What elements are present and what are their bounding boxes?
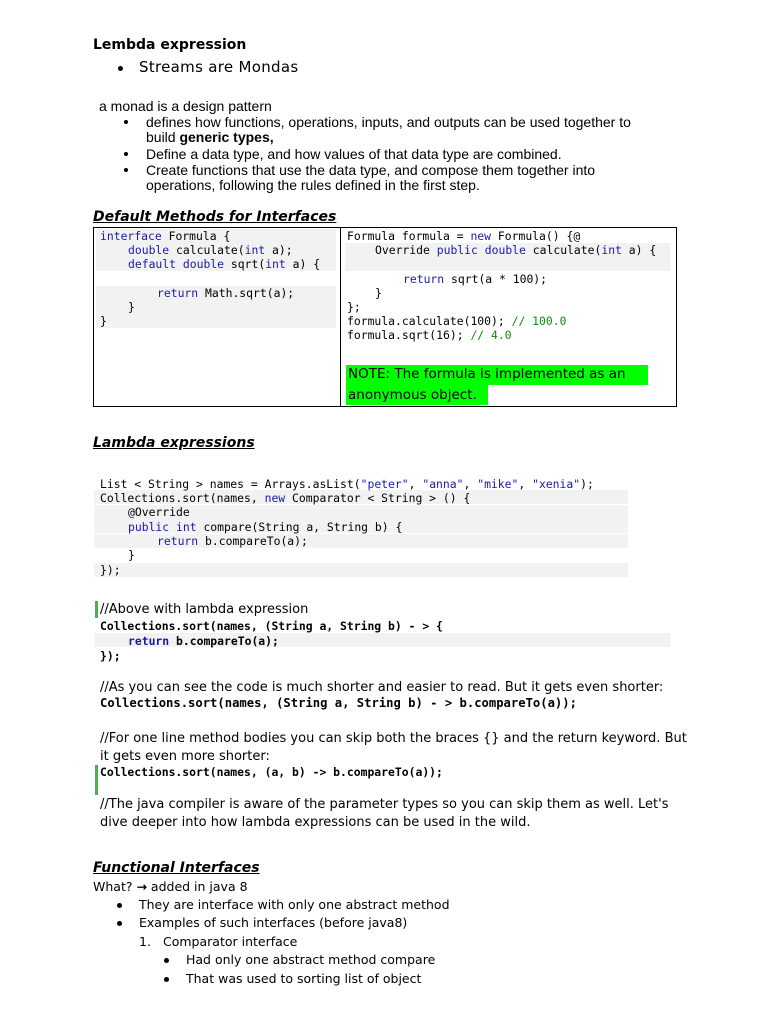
code-keyword: double: [484, 243, 526, 257]
oneline-comment-a: //For one line method bodies you can skip both the braces {} and the return keyword. But: [100, 731, 687, 746]
code-text: formula.calculate(100);: [347, 314, 512, 328]
code-text: sqrt(: [224, 257, 266, 271]
functional-bullet-2: Examples of such interfaces (before java8): [139, 915, 408, 930]
code-line: [403, 272, 547, 287]
code-comment: // 4.0: [470, 328, 512, 342]
code-line: });: [100, 649, 121, 663]
code-keyword: default: [128, 257, 177, 271]
page-title: Lembda expression: [93, 37, 247, 53]
code-text: a);: [265, 243, 293, 257]
code-shade: [94, 563, 628, 577]
code-string: "xenia": [532, 477, 581, 491]
code-text: a) {: [285, 257, 321, 271]
monad-bullet-1a: defines how functions, operations, inputs, and outputs can be used together to: [146, 114, 631, 130]
code-text: Override: [375, 243, 437, 257]
code-text: List < String > names = Arrays.asList(: [100, 477, 361, 491]
code-keyword: interface: [100, 229, 162, 243]
code-keyword: return: [157, 534, 199, 548]
code-text: Comparator < String > () {: [285, 491, 471, 505]
above-lambda-comment: //Above with lambda expression: [100, 602, 309, 617]
code-line: }: [100, 314, 107, 328]
lambda-heading: Lambda expressions: [93, 435, 255, 451]
code-shade: [345, 257, 670, 271]
code-keyword: return: [128, 634, 170, 648]
code-text: formula.sqrt(16);: [347, 328, 471, 342]
bullet-dot: [118, 66, 123, 71]
bullet-dot: [117, 921, 122, 926]
what-label: What?: [93, 879, 133, 894]
code-line: Collections.sort(names, (a, b) -> b.compareTo(a));: [100, 765, 443, 779]
code-keyword: new: [470, 229, 492, 243]
code-line: List < String > names = Arrays.asList("peter", "anna", "mike", "xenia");: [100, 477, 594, 491]
note-text-1: NOTE: The formula is implemented as an: [348, 366, 626, 382]
code-comment: // 100.0: [511, 314, 567, 328]
code-line: [128, 243, 293, 258]
code-text: b.compareTo(a);: [169, 634, 279, 648]
code-line: [347, 328, 512, 343]
code-line: [128, 634, 279, 649]
code-keyword: int: [176, 520, 197, 534]
functional-bullet-1: They are interface with only one abstract method: [139, 897, 450, 912]
code-text: Collections.sort(names,: [100, 491, 265, 505]
code-line: Collections.sort(names, (String a, String b) - > b.compareTo(a));: [100, 696, 577, 710]
bullet-dot: [164, 958, 169, 963]
code-line: [375, 243, 656, 258]
shorter-comment: //As you can see the code is much shorter and easier to read. But it gets even shorter:: [100, 680, 664, 695]
code-shade: [96, 314, 336, 328]
compiler-comment-a: //The java compiler is aware of the parameter types so you can skip them as well. Let's: [100, 797, 669, 812]
code-text: Formula() {@: [491, 229, 581, 243]
what-text: added in java 8: [146, 879, 248, 894]
table-divider: [340, 227, 341, 407]
code-keyword: return: [403, 272, 445, 286]
monad-bullet-2: Define a data type, and how values of that data type are combined.: [146, 146, 562, 162]
code-line: [100, 491, 470, 506]
code-line: }: [375, 286, 382, 300]
monad-intro: a monad is a design pattern: [99, 98, 272, 114]
monad-bullet-1b-text: build: [146, 129, 180, 145]
sub-bullet-2: That was used to sorting list of object: [186, 971, 422, 986]
change-bar: [95, 765, 98, 795]
code-keyword: return: [157, 286, 199, 300]
code-keyword: public: [436, 243, 478, 257]
bullet-dot: [164, 977, 169, 982]
code-line: [128, 520, 402, 535]
code-line: [100, 229, 230, 244]
code-line: }: [128, 548, 135, 562]
code-line: [128, 257, 320, 272]
default-methods-heading: Default Methods for Interfaces: [93, 209, 337, 225]
code-text: sqrt(a * 100);: [444, 272, 548, 286]
functional-heading: Functional Interfaces: [93, 860, 260, 876]
code-text: );: [580, 477, 594, 491]
code-string: "anna": [422, 477, 464, 491]
arrow-icon: →: [136, 879, 147, 894]
change-bar: [95, 601, 98, 618]
code-text: calculate(: [525, 243, 602, 257]
code-keyword: int: [265, 257, 286, 271]
code-line: Collections.sort(names, (String a, String b) - > {: [100, 619, 443, 633]
code-line: }: [128, 300, 135, 314]
numbered-item-1: Comparator interface: [163, 934, 298, 949]
bullet-dot: [117, 903, 122, 908]
bullet-dot: [124, 152, 128, 156]
code-text: Math.sqrt(a);: [198, 286, 295, 300]
code-keyword: double: [128, 243, 170, 257]
monad-bullet-3b: operations, following the rules defined in the first step.: [146, 177, 480, 193]
code-text: calculate(: [169, 243, 245, 257]
code-keyword: double: [182, 257, 225, 271]
generic-types-text: generic types,: [179, 129, 274, 145]
code-text: Formula {: [161, 229, 231, 243]
code-line: };: [347, 300, 361, 314]
note-text-2: anonymous object.: [348, 387, 477, 403]
monad-bullet-3a: Create functions that use the data type, and compose them together into: [146, 162, 596, 178]
code-line: [157, 534, 308, 549]
code-line: [157, 286, 294, 301]
code-line: [347, 314, 566, 329]
code-text: Formula formula =: [347, 229, 471, 243]
streams-bullet: Streams are Mondas: [139, 58, 299, 76]
code-keyword: new: [264, 491, 286, 505]
code-keyword: public: [128, 520, 170, 534]
code-string: "mike": [477, 477, 519, 491]
bullet-dot: [124, 120, 128, 124]
code-keyword: int: [601, 243, 622, 257]
what-line: [93, 879, 248, 894]
code-text: a) {: [621, 243, 657, 257]
compiler-comment-b: dive deeper into how lambda expressions can be used in the wild.: [100, 815, 531, 830]
bullet-dot: [124, 168, 128, 172]
code-text: b.compareTo(a);: [198, 534, 308, 548]
monad-bullet-1b: [146, 129, 274, 145]
code-line: });: [100, 563, 121, 577]
code-string: "peter": [360, 477, 409, 491]
oneline-comment-b: it gets even more shorter:: [100, 749, 270, 764]
code-text: compare(String a, String b) {: [196, 520, 403, 534]
numbered-item-number: 1.: [139, 934, 151, 949]
sub-bullet-1: Had only one abstract method compare: [186, 952, 436, 967]
code-line: @Override: [128, 505, 190, 519]
code-keyword: int: [244, 243, 266, 257]
code-line: [347, 229, 580, 244]
